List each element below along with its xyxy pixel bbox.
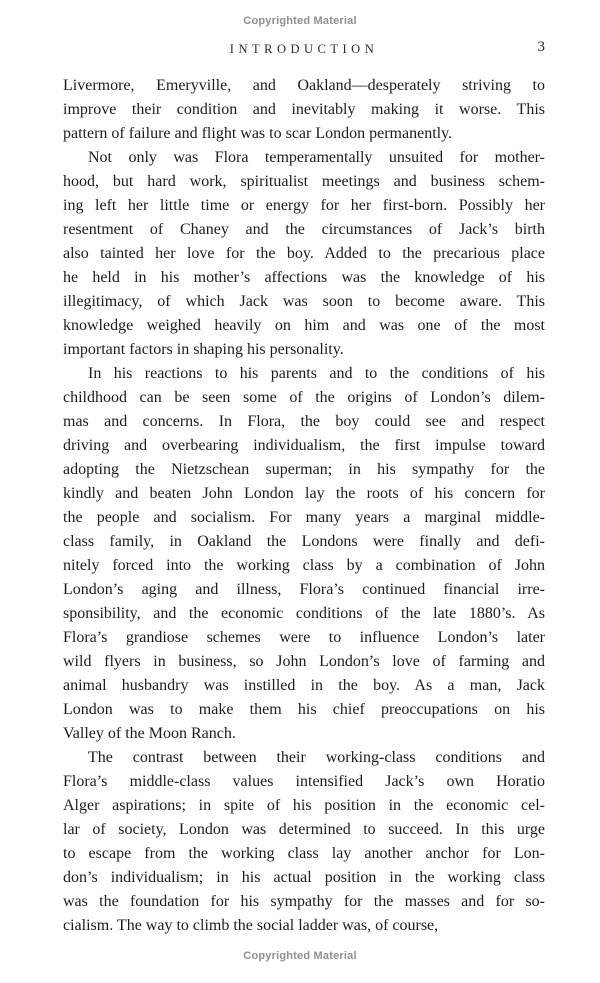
text-line: Livermore, Emeryville, and Oakland—desperately striving to	[63, 77, 545, 94]
text-line: The contrast between their working-class conditions and	[88, 749, 545, 766]
page-number: 3	[537, 39, 545, 55]
text-line: improve their condition and inevitably making it worse. This	[63, 101, 545, 118]
text-line: Flora’s grandiose schemes were to influence London’s later	[63, 629, 545, 646]
text-line: London was to make them his chief preoccupations on his	[63, 701, 545, 718]
text-line: he held in his mother’s affections was the knowledge of his	[63, 269, 545, 286]
text-line: lar of society, London was determined to succeed. In this urge	[63, 821, 545, 838]
text-line: Not only was Flora temperamentally unsuited for mother-	[88, 149, 545, 166]
bottom-copyright-notice: Copyrighted Material	[243, 950, 357, 962]
text-line: driving and overbearing individualism, the first impulse toward	[63, 437, 545, 454]
text-line: also tainted her love for the boy. Added to the precarious place	[63, 245, 545, 262]
text-line: nitely forced into the working class by a combination of John	[63, 557, 545, 574]
text-line: ing left her little time or energy for her first-born. Possibly her	[63, 197, 545, 214]
text-line: illegitimacy, of which Jack was soon to become aware. This	[63, 293, 545, 310]
page-header	[63, 40, 545, 57]
text-line: sponsibility, and the economic conditions of the late 1880’s. As	[63, 605, 545, 622]
text-line: Valley of the Moon Ranch.	[63, 725, 236, 742]
text-line: childhood can be seen some of the origins of London’s dilem-	[63, 389, 545, 406]
text-line: knowledge weighed heavily on him and was one of the most	[63, 317, 545, 334]
text-line: important factors in shaping his personality.	[63, 341, 344, 358]
text-line: kindly and beaten John London lay the roots of his concern for	[63, 485, 545, 502]
text-line: cialism. The way to climb the social ladder was, of course,	[63, 917, 439, 934]
text-line: In his reactions to his parents and to the conditions of his	[88, 365, 545, 382]
text-line: wild flyers in business, so John London’s love of farming and	[63, 653, 545, 670]
text-line: to escape from the working class lay another anchor for Lon-	[63, 845, 545, 862]
top-copyright-notice: Copyrighted Material	[243, 15, 357, 27]
text-line: London’s aging and illness, Flora’s continued financial irre-	[63, 581, 545, 598]
text-line: animal husbandry was instilled in the boy. As a man, Jack	[63, 677, 545, 694]
text-line: class family, in Oakland the Londons were finally and defi-	[63, 533, 545, 550]
page-body	[63, 74, 545, 938]
text-line: the people and socialism. For many years a marginal middle-	[63, 509, 545, 526]
text-line: was the foundation for his sympathy for the masses and for so-	[63, 893, 545, 910]
paragraph	[63, 146, 545, 362]
running-head: INTRODUCTION	[229, 42, 379, 56]
paragraph	[63, 74, 545, 146]
paragraph	[63, 746, 545, 938]
paragraph	[63, 362, 545, 746]
text-line: hood, but hard work, spiritualist meetings and business schem-	[63, 173, 545, 190]
text-line: Flora’s middle-class values intensified Jack’s own Horatio	[63, 773, 545, 790]
text-line: adopting the Nietzschean superman; in his sympathy for the	[63, 461, 545, 478]
text-line: resentment of Chaney and the circumstances of Jack’s birth	[63, 221, 545, 238]
text-line: mas and concerns. In Flora, the boy could see and respect	[63, 413, 545, 430]
text-line: don’s individualism; in his actual position in the working class	[63, 869, 545, 886]
text-line: pattern of failure and flight was to scar London permanently.	[63, 125, 453, 142]
text-line: Alger aspirations; in spite of his position in the economic cel-	[63, 797, 545, 814]
